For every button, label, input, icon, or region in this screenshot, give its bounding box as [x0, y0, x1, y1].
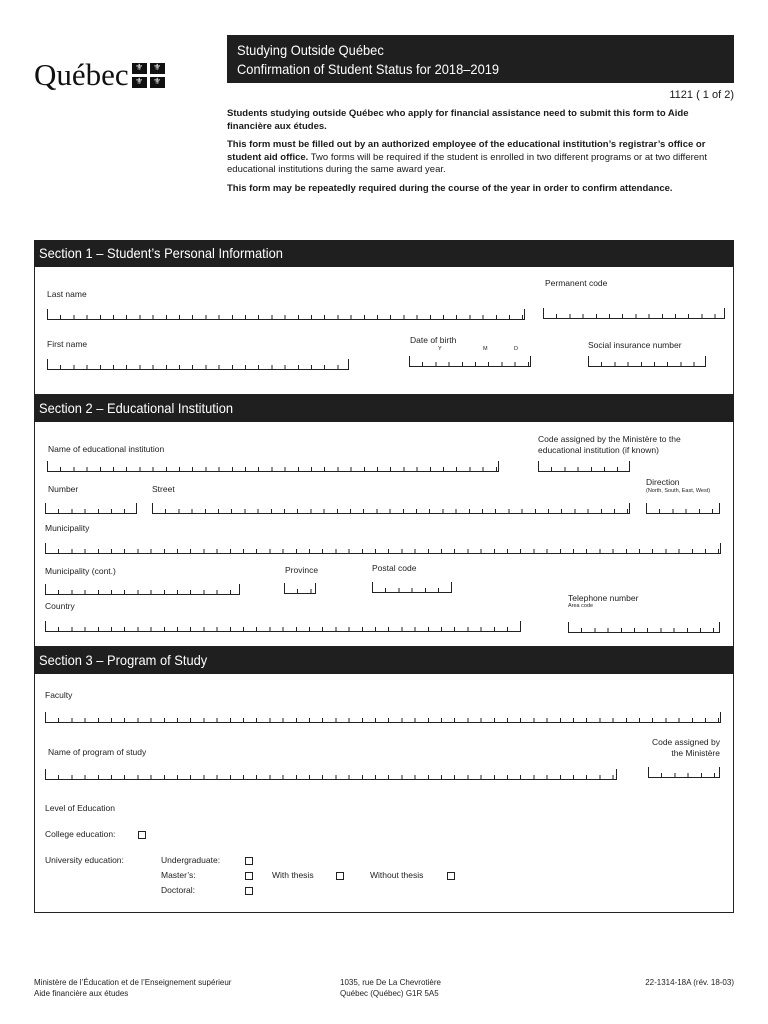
- first-name-label: First name: [47, 339, 88, 349]
- college-label: College education:: [45, 829, 116, 839]
- form-title-line2: Confirmation of Student Status for 2018–2019: [237, 61, 500, 77]
- sin-label: Social insurance number: [588, 340, 682, 350]
- direction-label: Direction: [646, 477, 680, 487]
- footer-ministry-line2: Aide financière aux études: [34, 989, 129, 998]
- first-name-field[interactable]: [47, 359, 349, 370]
- permanent-code-field[interactable]: [543, 308, 725, 319]
- intro-paragraph-2: This form must be filled out by an authorized employee of the educational institution’s registrar’s office or student aid office. Two forms will be required if the student is enrolled in two different programs or at two different educational institutions during the same award year.: [227, 139, 707, 175]
- municipality-field[interactable]: [45, 543, 721, 554]
- faculty-field[interactable]: [45, 712, 721, 723]
- area-code-label: Area code: [568, 603, 594, 609]
- number-field[interactable]: [45, 503, 137, 514]
- province-field[interactable]: [284, 583, 316, 594]
- municipality-label: Municipality: [45, 523, 90, 533]
- college-checkbox[interactable]: [138, 831, 146, 839]
- dob-day-label: D: [514, 346, 518, 352]
- section2-box: [34, 395, 734, 647]
- street-label: Street: [152, 484, 175, 494]
- intro-paragraph-3: This form may be repeatedly required during the course of the year in order to confirm attendance.: [227, 183, 673, 194]
- form-title-line1: Studying Outside Québec: [237, 42, 384, 58]
- sin-field[interactable]: [588, 356, 706, 367]
- street-field[interactable]: [152, 503, 630, 514]
- footer-address-line2: Québec (Québec) G1R 5A5: [340, 989, 439, 998]
- doctoral-checkbox[interactable]: [245, 887, 253, 895]
- doctoral-label: Doctoral:: [161, 885, 196, 895]
- province-label: Province: [285, 565, 319, 575]
- institution-code-field[interactable]: [538, 461, 630, 472]
- municipality-cont-label: Municipality (cont.): [45, 566, 116, 576]
- university-label: University education:: [45, 855, 124, 865]
- section3-header: Section 3 – Program of Study: [34, 647, 734, 674]
- masters-checkbox[interactable]: [245, 872, 253, 880]
- institution-name-field[interactable]: [47, 461, 499, 472]
- without-thesis-checkbox[interactable]: [447, 872, 455, 880]
- quebec-logo: [34, 57, 165, 93]
- level-label: Level of Education: [45, 803, 115, 813]
- last-name-label: Last name: [47, 289, 87, 299]
- permanent-code-label: Permanent code: [545, 278, 608, 288]
- fleur-de-lis-icon: ⚜ ⚜ ⚜ ⚜: [132, 63, 165, 88]
- last-name-field[interactable]: [47, 309, 525, 320]
- institution-code-label: Code assigned by the Ministère to the educational institution (if known): [538, 434, 681, 455]
- number-label: Number: [48, 484, 79, 494]
- form-title-bar: [227, 35, 734, 83]
- undergraduate-label: Undergraduate:: [161, 855, 221, 865]
- direction-hint: (North, South, East, West): [646, 488, 711, 494]
- with-thesis-label: With thesis: [272, 870, 314, 880]
- program-code-field[interactable]: [648, 767, 720, 778]
- footer-address-line1: 1035, rue De La Chevrotière: [340, 978, 441, 987]
- postal-code-field[interactable]: [372, 582, 452, 593]
- masters-label: Master’s:: [161, 870, 196, 880]
- country-field[interactable]: [45, 621, 521, 632]
- telephone-label: Telephone number: [568, 593, 639, 603]
- section1-header: Section 1 – Student’s Personal Information: [34, 240, 734, 267]
- faculty-label: Faculty: [45, 690, 73, 700]
- date-of-birth-field[interactable]: [409, 356, 531, 367]
- intro-paragraph-1: Students studying outside Québec who apply for financial assistance need to submit this form to Aide financière aux études.: [227, 108, 689, 132]
- postal-code-label: Postal code: [372, 563, 417, 573]
- dob-month-label: M: [483, 346, 488, 352]
- section2-header: Section 2 – Educational Institution: [34, 395, 734, 422]
- without-thesis-label: Without thesis: [370, 870, 424, 880]
- program-name-label: Name of program of study: [48, 747, 147, 757]
- institution-name-label: Name of educational institution: [48, 444, 165, 454]
- with-thesis-checkbox[interactable]: [336, 872, 344, 880]
- form-number: 1121 ( 1 of 2): [669, 89, 734, 101]
- direction-field[interactable]: [646, 503, 720, 514]
- footer-address: [340, 977, 441, 999]
- municipality-cont-field[interactable]: [45, 584, 240, 595]
- program-code-label: Code assigned by the Ministère: [651, 737, 720, 758]
- date-of-birth-label: Date of birth: [410, 335, 457, 345]
- program-name-field[interactable]: [45, 769, 617, 780]
- footer-form-code: 22-1314-18A (rév. 18-03): [645, 978, 734, 987]
- telephone-field[interactable]: [568, 622, 720, 633]
- undergraduate-checkbox[interactable]: [245, 857, 253, 865]
- country-label: Country: [45, 601, 75, 611]
- footer-ministry: [34, 977, 231, 999]
- dob-year-label: Y: [438, 346, 442, 352]
- logo-text: Québec: [34, 57, 129, 92]
- footer-ministry-line1: Ministère de l’Éducation et de l’Enseignement supérieur: [34, 978, 232, 987]
